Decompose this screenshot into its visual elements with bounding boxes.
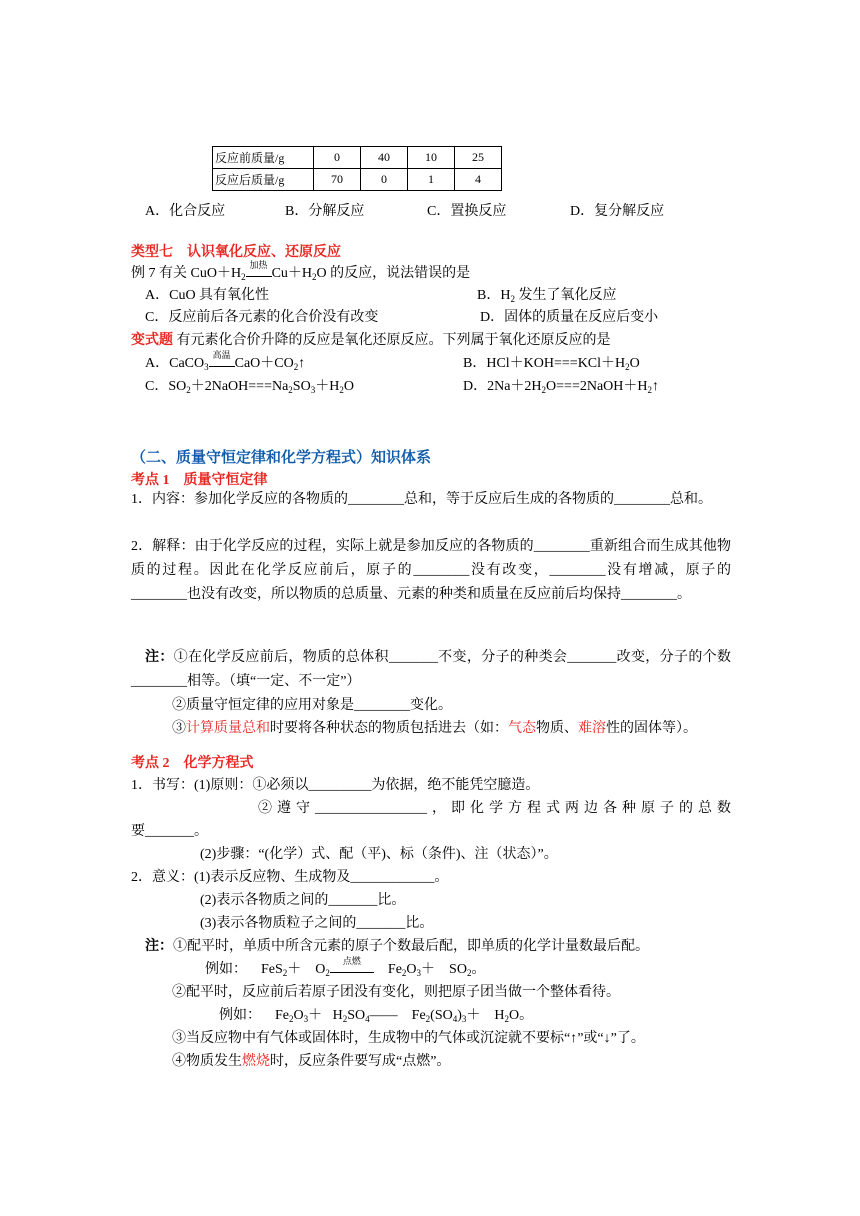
example-equation-1: 例如： FeS$_2$＋ $O_2$ 点燃 $Fe_2O_3+$ $SO_2$。: [205, 956, 486, 978]
table-cell: 25: [455, 147, 502, 169]
formula-part: Fe: [387, 962, 402, 977]
kd2-heading: 考点 2 化学方程式: [131, 756, 254, 771]
high-temp-label: 高温: [212, 350, 231, 360]
writing-principle-3: 要_______。: [131, 824, 208, 839]
section-title: （二、质量守恒定律和化学方程式）知识体系: [131, 450, 432, 466]
table-cell: 10: [408, 147, 455, 169]
example7-suffix: O 的反应，说法错误的是: [316, 266, 471, 281]
table-row: [213, 169, 502, 191]
formula-part: FeS: [261, 962, 283, 977]
note4-part: ④物质发生: [172, 1054, 242, 1069]
mass-table: [212, 146, 502, 191]
note2: ②质量守恒定律的应用对象是________变化。: [172, 698, 452, 713]
note-paragraph: [131, 646, 731, 694]
note3-part: 时要将各种状态的物质包括进去（如：: [270, 721, 508, 736]
note-label: 注：: [145, 939, 173, 954]
example-label: 例如：: [219, 1008, 261, 1023]
e7-option-b: B．$H_2$ 发生了氧化反应: [477, 288, 617, 304]
note3: [172, 717, 697, 737]
meaning-1: 2．意义：(1)表示反应物、生成物及____________。: [131, 870, 449, 885]
note3-part: 物质、: [536, 721, 578, 736]
formula-part: D．2Na＋2H: [463, 379, 542, 394]
heat-condition: [246, 260, 272, 282]
example7-mid: Cu＋H: [271, 266, 313, 281]
e7-option-b-pre: B．H: [477, 288, 511, 303]
ignite-label: 点燃: [342, 956, 361, 966]
option-b: B．分解反应: [285, 204, 365, 219]
note3-red: 气态: [508, 721, 536, 736]
balance-note-1-text: ①配平时，单质中所含元素的原子个数最后配，即单质的化学计量数最后配。: [173, 939, 649, 954]
variant-text: 有元素化合价升降的反应是氧化还原反应。下列属于氧化还原反应的是: [173, 333, 611, 348]
variant-option-a: A．CaCO$_3$ 高温 $CaO+CO_2↑$: [145, 350, 306, 372]
explanation-paragraph: 2．解释：由于化学反应的过程，实际上就是参加反应的各物质的________重新组合而生成其他物质的过程。因此在化学反应前后，原子的________没有改变，________没有增减，原子的________也没有改变，所以物质的总质量、元素的种类和质量在反应前后均保持________。: [131, 539, 731, 602]
note3-part: 性的固体等）。: [606, 721, 697, 736]
table-cell: 0: [361, 169, 408, 191]
variant-label: 变式题: [131, 333, 173, 348]
note-label: 注：: [145, 650, 174, 665]
formula-part: H: [494, 1008, 505, 1023]
table-cell: 4: [455, 169, 502, 191]
balance-note-4: [172, 1050, 450, 1070]
formula-part: ＋H: [315, 379, 340, 394]
e7-option-d: D．固体的质量在反应后变小: [480, 310, 659, 325]
heat-label: 加热: [249, 260, 268, 270]
option-c: C．置换反应: [427, 204, 507, 219]
note4-part: 时，反应条件要写成“点燃”。: [270, 1054, 451, 1069]
formula-part: A．CaCO: [145, 356, 205, 371]
formula-part: C．SO: [145, 379, 187, 394]
example-equation-2: 例如： $Fe_2O_3+$ $H_2SO_4——$ $Fe_2(SO_4)_3+$ $H_2O$。: [219, 1008, 534, 1024]
note3-part: ③: [172, 721, 186, 736]
variant-question: [131, 329, 611, 349]
formula-part: SO: [449, 962, 467, 977]
variant-option-b: B．$HCl+KOH===KCl+H_2O$: [463, 356, 640, 372]
formula-part: CaO＋CO: [234, 356, 294, 371]
note4-red: 燃烧: [242, 1054, 270, 1069]
formula-part: SO: [292, 379, 311, 394]
meaning-2: (2)表示各物质之间的_______比。: [200, 893, 406, 908]
content-paragraph: 1．内容：参加化学反应的各物质的________总和，等于反应后生成的各物质的________总和。: [131, 492, 712, 507]
balance-note-2: ②配平时，反应前后若原子团没有变化，则把原子团当做一个整体看待。: [172, 985, 620, 1000]
example7-question: 例 7 有关 $CuO+H_2$ 加热 $Cu+H_2O$ 的反应，说法错误的是: [131, 260, 471, 282]
table-cell: 反应后质量/g: [213, 169, 314, 191]
example7-prefix: 例 7 有关 CuO＋H: [131, 266, 242, 281]
formula-part: B．HCl＋KOH===KCl＋H: [463, 356, 626, 371]
table-cell: 1: [408, 169, 455, 191]
table-cell: 40: [361, 147, 408, 169]
formula-part: Fe: [275, 1008, 289, 1023]
balance-note-3: ③当反应物中有气体或固体时，生成物中的气体或沉淀就不要标“↑”或“↓”了。: [172, 1031, 645, 1046]
writing-steps: (2)步骤：“(化学）式、配（平)、标（条件)、注（状态）”。: [200, 847, 558, 862]
formula-part: ＋2NaOH===Na: [190, 379, 289, 394]
table-cell: 70: [314, 169, 361, 191]
formula-part: H: [332, 1008, 343, 1023]
meaning-3: (3)表示各物质粒子之间的_______比。: [200, 916, 434, 931]
writing-principle-2-text: ②遵守________________，即化学方程式两边各种原子的总数: [258, 801, 731, 816]
table-cell: 反应前质量/g: [213, 147, 314, 169]
balance-note-1: [145, 935, 649, 955]
variant-option-c: C．$SO_2+2NaOH===Na_2SO_3+H_2O$: [145, 379, 354, 395]
ignite-condition: [330, 956, 374, 978]
type7-heading: 类型七 认识氧化反应、还原反应: [131, 245, 341, 260]
option-a: A．化合反应: [145, 204, 226, 219]
formula-part: Fe: [411, 1008, 426, 1023]
note3-red: 计算质量总和: [186, 721, 270, 736]
variant-option-d: D．$2Na+2H_2O===2NaOH+H_2↑$: [463, 379, 659, 395]
option-d: D．复分解反应: [570, 204, 665, 219]
note1: ①在化学反应前后，物质的总体积_______不变，分子的种类会_______改变，分子的个数________相等。（填“一定、不一定”）: [131, 650, 731, 689]
table-cell: 0: [314, 147, 361, 169]
example-label: 例如：: [205, 962, 247, 977]
e7-option-a: A．CuO 具有氧化性: [145, 288, 270, 303]
formula-part: O===2NaOH＋H: [546, 379, 648, 394]
table-row: [213, 147, 502, 169]
e7-option-b-post: 发生了氧化反应: [514, 288, 617, 303]
e7-option-c: C．反应前后各元素的化合价没有改变: [145, 310, 379, 325]
formula-part: O: [315, 962, 326, 977]
note3-red: 难溶: [578, 721, 606, 736]
high-temp-condition: [209, 350, 235, 372]
writing-principle-1: 1．书写：(1)原则：①必须以_________为依据，绝不能凭空臆造。: [131, 778, 540, 793]
kd1-heading: 考点 1 质量守恒定律: [131, 473, 268, 488]
writing-principle-2: [258, 797, 731, 817]
